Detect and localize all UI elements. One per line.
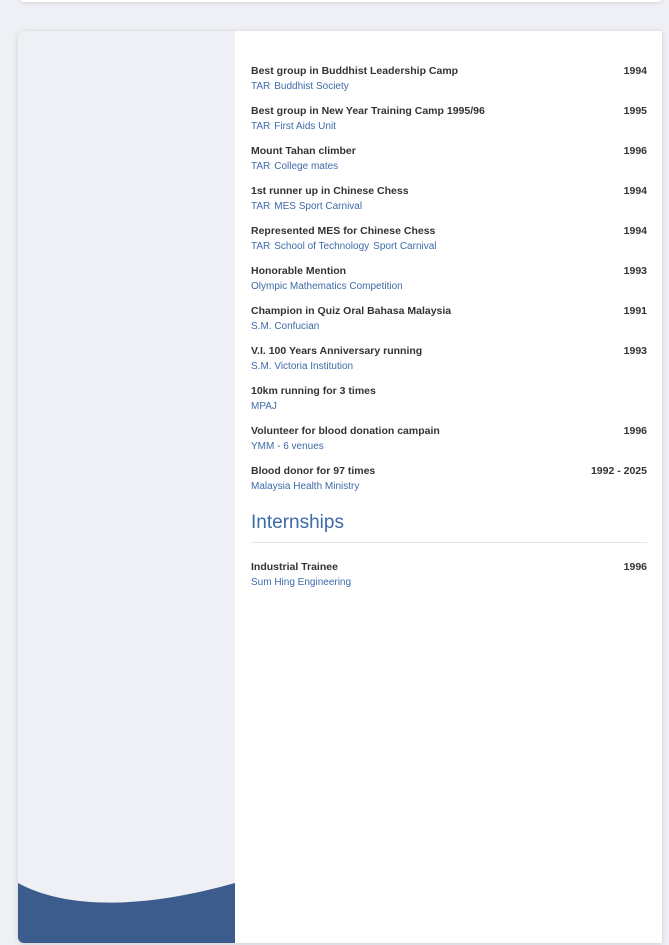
entry-organization-part: TAR (251, 81, 271, 92)
entry-title: 10km running for 3 times (251, 385, 376, 397)
entry-organization-part: TAR (251, 121, 271, 132)
internships-list (251, 560, 647, 590)
entry-title: Honorable Mention (251, 265, 347, 277)
entry-organization-part: College mates (274, 161, 339, 172)
entry-date: 1996 (623, 425, 647, 437)
entry-organization (251, 159, 647, 174)
entry-organization-part: S.M. Confucian (251, 321, 320, 332)
entry-item (251, 144, 647, 174)
entry-title: Represented MES for Chinese Chess (251, 225, 436, 237)
entry-date: 1996 (623, 561, 647, 573)
entry-title: 1st runner up in Chinese Chess (251, 185, 409, 197)
entry-organization-part: Buddhist Society (274, 81, 349, 92)
entry-date: 1995 (623, 105, 647, 117)
entry-date: 1996 (623, 145, 647, 157)
entry-organization (251, 199, 647, 214)
entry-organization (251, 279, 647, 294)
entry-organization (251, 575, 647, 590)
entry-title: Champion in Quiz Oral Bahasa Malaysia (251, 305, 452, 317)
entry-title: Industrial Trainee (251, 561, 338, 573)
entry-organization (251, 359, 647, 374)
entry-organization-part: MES Sport Carnival (274, 201, 363, 212)
entry-organization-part: Olympic Mathematics Competition (251, 281, 403, 292)
entry-organization-part: TAR (251, 241, 271, 252)
entry-organization (251, 119, 647, 134)
entry-date: 1991 (623, 305, 647, 317)
entry-organization (251, 399, 647, 414)
content-column (251, 64, 647, 600)
entry-date: 1994 (623, 185, 647, 197)
entry-date: 1994 (623, 225, 647, 237)
entry-organization-part: Sum Hing Engineering (251, 577, 352, 588)
entry-organization (251, 319, 647, 334)
entry-title: Best group in New Year Training Camp 1995/96 (251, 105, 485, 117)
top-panel-edge (20, 0, 662, 2)
entry-item (251, 264, 647, 294)
entry-organization-part: Malaysia Health Ministry (251, 481, 360, 492)
entry-item (251, 384, 647, 414)
entry-item (251, 184, 647, 214)
entry-item (251, 464, 647, 494)
entry-title: Mount Tahan climber (251, 145, 356, 157)
entry-item (251, 64, 647, 94)
entry-organization (251, 439, 647, 454)
entry-item (251, 560, 647, 590)
entry-date: 1993 (623, 345, 647, 357)
entry-organization-part: Sport Carnival (373, 241, 437, 252)
entry-item (251, 424, 647, 454)
entry-item (251, 224, 647, 254)
sidebar (18, 31, 235, 943)
entry-organization (251, 79, 647, 94)
internships-heading: Internships (251, 512, 647, 543)
entry-item (251, 104, 647, 134)
entry-item (251, 344, 647, 374)
entry-date: 1993 (623, 265, 647, 277)
resume-card (18, 31, 662, 943)
entry-organization-part: First Aids Unit (274, 121, 336, 132)
entry-date: 1992 - 2025 (590, 465, 647, 477)
entry-organization-part: School of Technology (274, 241, 370, 252)
entry-organization (251, 239, 647, 254)
entry-title: Best group in Buddhist Leadership Camp (251, 65, 459, 77)
entry-title: Blood donor for 97 times (251, 465, 376, 477)
entry-title: V.I. 100 Years Anniversary running (251, 345, 423, 357)
entry-title: Volunteer for blood donation campain (251, 425, 440, 437)
entry-date: 1994 (623, 65, 647, 77)
entry-organization-part: MPAJ (251, 401, 277, 412)
main-content (235, 31, 662, 943)
achievements-list (251, 64, 647, 494)
entry-organization-part: YMM - 6 venues (251, 441, 324, 452)
entry-organization-part: S.M. Victoria Institution (251, 361, 354, 372)
sidebar-wave-decoration (18, 883, 235, 943)
entry-organization-part: TAR (251, 201, 271, 212)
entry-item (251, 304, 647, 334)
entry-organization (251, 479, 647, 494)
entry-organization-part: TAR (251, 161, 271, 172)
